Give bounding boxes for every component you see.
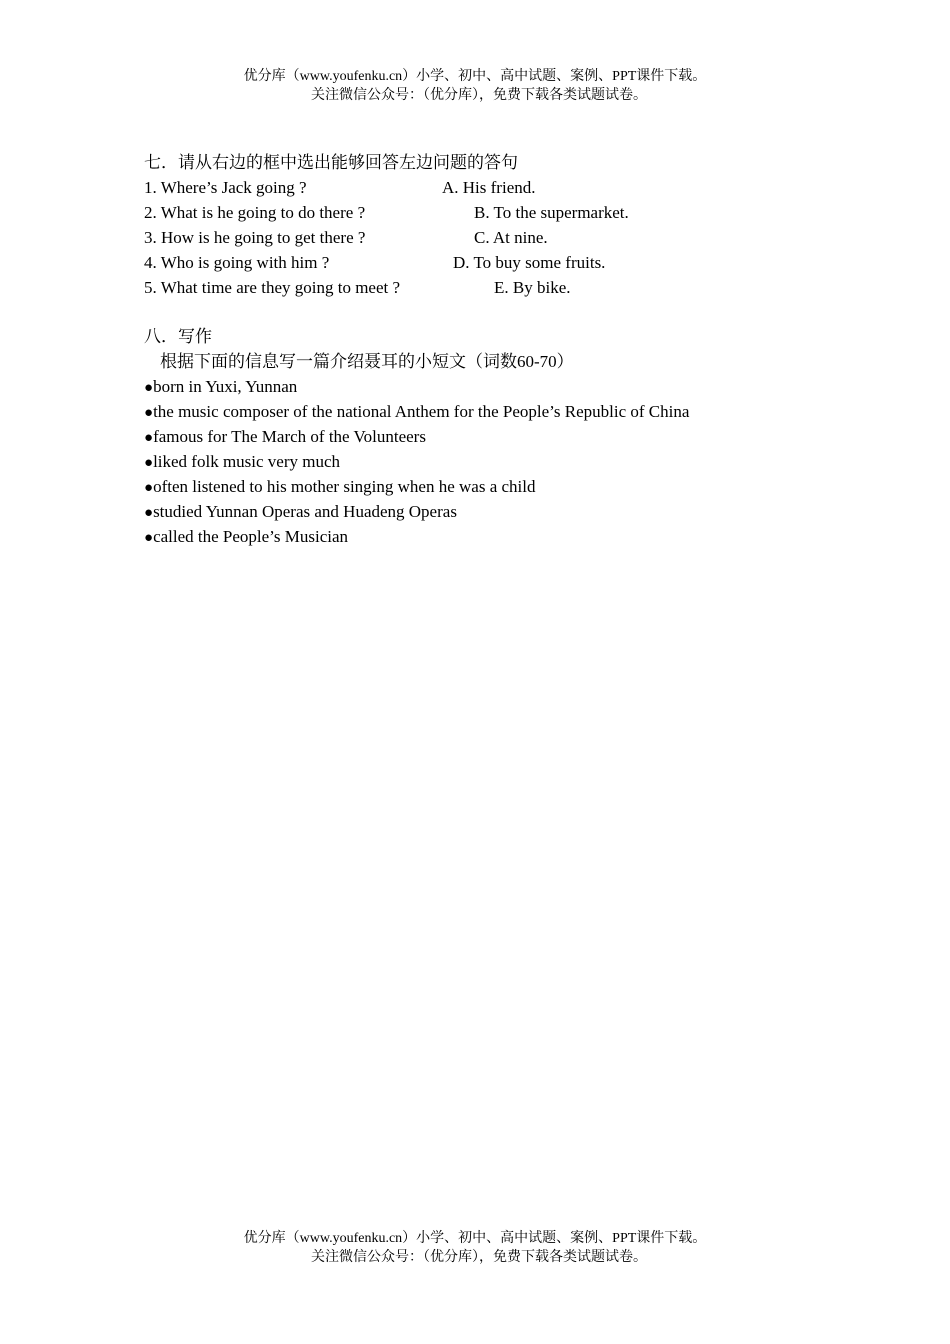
bullet-text: called the People’s Musician bbox=[153, 527, 349, 546]
info-bullet bbox=[144, 524, 824, 549]
section-7-title: 七．请从右边的框中选出能够回答左边问题的答句 bbox=[144, 153, 518, 172]
bullet-icon: ● bbox=[144, 430, 154, 446]
info-bullet bbox=[144, 399, 824, 424]
matching-row-3 bbox=[144, 225, 824, 250]
bullet-text: liked folk music very much bbox=[153, 452, 341, 471]
section-spacer bbox=[144, 300, 824, 324]
writing-instruction: 根据下面的信息写一篇介绍聂耳的小短文（词数60-70） bbox=[160, 352, 574, 371]
info-bullet-list bbox=[144, 374, 824, 549]
header-line-1: 优分库（www.youfenku.cn）小学、初中、高中试题、案例、PPT课件下载。 bbox=[243, 69, 707, 84]
bullet-text: born in Yuxi, Yunnan bbox=[153, 377, 298, 396]
bullet-icon: ● bbox=[144, 480, 154, 496]
answer-e: E. By bike. bbox=[494, 278, 571, 297]
question-4: 4. Who is going with him ? bbox=[144, 253, 330, 272]
question-5: 5. What time are they going to meet ? bbox=[144, 278, 401, 297]
matching-row-5 bbox=[144, 275, 824, 300]
footer-line-2: 关注微信公众号：（优分库），免费下载各类试题试卷。 bbox=[311, 1250, 647, 1265]
bullet-icon: ● bbox=[144, 505, 154, 521]
bullet-text: often listened to his mother singing when he was a child bbox=[153, 477, 536, 496]
answer-b: B. To the supermarket. bbox=[474, 203, 629, 222]
info-bullet bbox=[144, 449, 824, 474]
bullet-text: famous for The March of the Volunteers bbox=[153, 427, 426, 446]
answer-a: A. His friend. bbox=[442, 178, 536, 197]
matching-row-1 bbox=[144, 175, 824, 200]
page-footer bbox=[0, 1229, 950, 1267]
info-bullet bbox=[144, 374, 824, 399]
section-8-title: 八．写作 bbox=[144, 327, 212, 346]
bullet-text: the music composer of the national Anthem for the People’s Republic of China bbox=[153, 402, 690, 421]
bullet-icon: ● bbox=[144, 380, 154, 396]
info-bullet bbox=[144, 474, 824, 499]
question-3: 3. How is he going to get there ? bbox=[144, 228, 366, 247]
bullet-icon: ● bbox=[144, 455, 154, 471]
answer-c: C. At nine. bbox=[474, 228, 548, 247]
bullet-icon: ● bbox=[144, 405, 154, 421]
matching-list bbox=[144, 175, 824, 300]
info-bullet bbox=[144, 499, 824, 524]
question-2: 2. What is he going to do there ? bbox=[144, 203, 366, 222]
bullet-text: studied Yunnan Operas and Huadeng Operas bbox=[153, 502, 457, 521]
page-header bbox=[0, 67, 950, 105]
info-bullet bbox=[144, 424, 824, 449]
question-1: 1. Where’s Jack going ? bbox=[144, 178, 307, 197]
matching-row-2 bbox=[144, 200, 824, 225]
answer-d: D. To buy some fruits. bbox=[453, 253, 606, 272]
bullet-icon: ● bbox=[144, 530, 154, 546]
header-line-2: 关注微信公众号：（优分库），免费下载各类试题试卷。 bbox=[311, 88, 647, 103]
footer-line-1: 优分库（www.youfenku.cn）小学、初中、高中试题、案例、PPT课件下载。 bbox=[243, 1231, 707, 1246]
document-body bbox=[144, 150, 824, 549]
matching-row-4 bbox=[144, 250, 824, 275]
